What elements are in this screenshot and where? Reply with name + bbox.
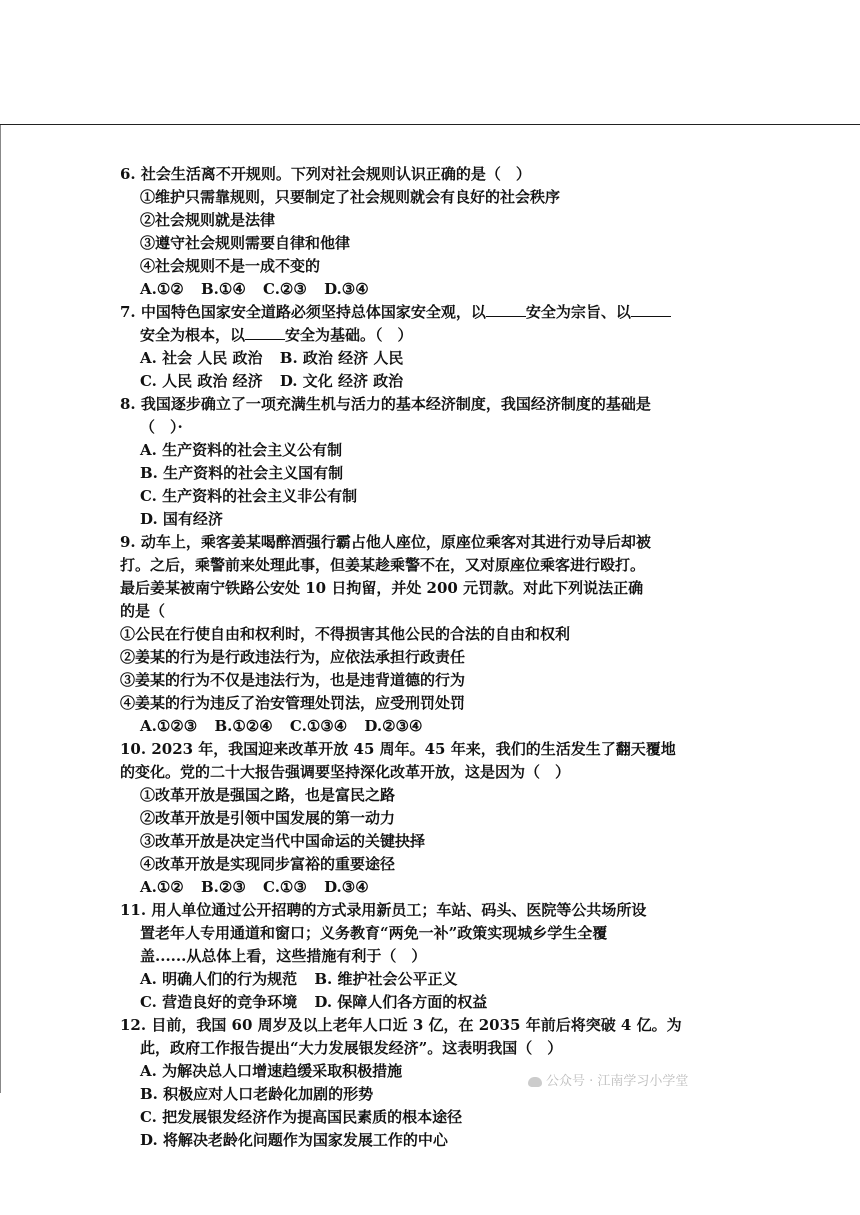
option-a: A. 生产资料的社会主义公有制 [140, 441, 343, 459]
watermark-text: 公众号 · 江南学习小学堂 [546, 1074, 689, 1089]
option-c: C. 人民 政治 经济 [140, 372, 263, 390]
option-d: D. 将解决老龄化问题作为国家发展工作的中心 [140, 1131, 448, 1149]
statement: ④改革开放是实现同步富裕的重要途径 [140, 855, 396, 873]
answer-options [120, 991, 760, 1014]
question-stem [120, 301, 760, 324]
question-6 [120, 163, 760, 301]
question-stem: 此，政府工作报告提出“大力发展银发经济”。这表明我国（ ） [140, 1039, 563, 1057]
question-10 [120, 738, 760, 899]
option-b: B. 积极应对人口老龄化加剧的形势 [140, 1085, 374, 1103]
answer-options [120, 715, 760, 738]
option-a: A. 为解决总人口增速趋缓采取积极措施 [140, 1062, 403, 1080]
option-a: A.①②③ [140, 717, 198, 735]
question-7 [120, 301, 760, 393]
stem-text: 安全为基础。（ ） [285, 326, 413, 344]
question-stem: 11. 用人单位通过公开招聘的方式录用新员工；车站、码头、医院等公共场所设 [120, 901, 647, 919]
question-stem: 置老年人专用通道和窗口；义务教育“两免一补”政策实现城乡学生全覆 [140, 924, 608, 942]
question-stem: 最后姜某被南宁铁路公安处 10 日拘留，并处 200 元罚款。对此下列说法正确 [120, 579, 644, 597]
question-stem: （ ）· [140, 418, 183, 436]
question-stem: 的是（ [120, 602, 166, 620]
question-stem: 10. 2023 年，我国迎来改革开放 45 周年。45 年来，我们的生活发生了翻天覆地 [120, 740, 676, 758]
stem-text: 7. 中国特色国家安全道路必须坚持总体国家安全观，以 [120, 303, 486, 321]
option-c: C. 营造良好的竞争环境 [140, 993, 298, 1011]
option-b: B.①④ [201, 280, 246, 298]
question-stem [120, 324, 760, 347]
option-d: D.③④ [324, 878, 369, 896]
answer-options [120, 370, 760, 393]
question-list [120, 163, 760, 1152]
option-b: B. 政治 经济 人民 [279, 349, 404, 367]
question-stem: 盖......从总体上看，这些措施有利于（ ） [140, 947, 427, 965]
option-c: C.①③④ [289, 717, 348, 735]
statement: ③遵守社会规则需要自律和他律 [140, 234, 351, 252]
option-a: A. 社会 人民 政治 [140, 349, 263, 367]
question-11 [120, 899, 760, 1014]
statement: ①维护只需靠规则，只要制定了社会规则就会有良好的社会秩序 [140, 188, 561, 206]
sheet-left-edge [0, 125, 1, 1093]
stem-text: 安全为宗旨、以 [525, 303, 631, 321]
question-stem: 打。之后，乘警前来处理此事，但姜某趁乘警不在，又对原座位乘客进行殴打。 [120, 556, 646, 574]
statement: ②姜某的行为是行政违法行为，应依法承担行政责任 [120, 648, 466, 666]
answer-options [120, 876, 760, 899]
option-d: D.②③④ [364, 717, 423, 735]
option-b: B.①②④ [214, 717, 273, 735]
wechat-icon [528, 1077, 542, 1087]
option-c: C. 把发展银发经济作为提高国民素质的根本途径 [140, 1108, 463, 1126]
option-a: A.①② [140, 280, 184, 298]
option-d: D. 国有经济 [140, 510, 223, 528]
statement: ②社会规则就是法律 [140, 211, 276, 229]
answer-blank [631, 304, 671, 317]
question-stem: 6. 社会生活离不开规则。下列对社会规则认识正确的是（ ） [120, 165, 531, 183]
question-9 [120, 531, 760, 738]
option-c: C.①③ [263, 878, 307, 896]
option-a: A. 明确人们的行为规范 [140, 970, 298, 988]
statement: ③姜某的行为不仅是违法行为，也是违背道德的行为 [120, 671, 466, 689]
answer-blank [245, 327, 285, 340]
question-8 [120, 393, 760, 531]
answer-options [120, 968, 760, 991]
statement: ①改革开放是强国之路，也是富民之路 [140, 786, 396, 804]
option-b: B. 维护社会公平正义 [314, 970, 458, 988]
question-stem: 9. 动车上，乘客姜某喝醉酒强行霸占他人座位，原座位乘客对其进行劝导后却被 [120, 533, 651, 551]
answer-options [120, 278, 760, 301]
question-stem: 的变化。党的二十大报告强调要坚持深化改革开放，这是因为（ ） [120, 763, 571, 781]
option-b: B. 生产资料的社会主义国有制 [140, 464, 344, 482]
exam-sheet [0, 124, 860, 1149]
statement: ③改革开放是决定当代中国命运的关键抉择 [140, 832, 426, 850]
option-d: D.③④ [324, 280, 369, 298]
watermark [528, 1070, 688, 1089]
question-stem: 12. 目前，我国 60 周岁及以上老年人口近 3 亿，在 2035 年前后将突破 4 亿。为 [120, 1016, 682, 1034]
option-b: B.②③ [201, 878, 246, 896]
question-stem: 8. 我国逐步确立了一项充满生机与活力的基本经济制度，我国经济制度的基础是 [120, 395, 651, 413]
option-c: C. 生产资料的社会主义非公有制 [140, 487, 358, 505]
statement: ①公民在行使自由和权利时，不得损害其他公民的合法的自由和权利 [120, 625, 571, 643]
option-d: D. 保障人们各方面的权益 [314, 993, 488, 1011]
statement: ②改革开放是引领中国发展的第一动力 [140, 809, 396, 827]
answer-options [120, 347, 760, 370]
option-a: A.①② [140, 878, 184, 896]
statement: ④姜某的行为违反了治安管理处罚法，应受刑罚处罚 [120, 694, 466, 712]
stem-text: 安全为根本，以 [140, 326, 246, 344]
option-c: C.②③ [263, 280, 307, 298]
answer-blank [486, 304, 526, 317]
statement: ④社会规则不是一成不变的 [140, 257, 321, 275]
option-d: D. 文化 经济 政治 [279, 372, 404, 390]
